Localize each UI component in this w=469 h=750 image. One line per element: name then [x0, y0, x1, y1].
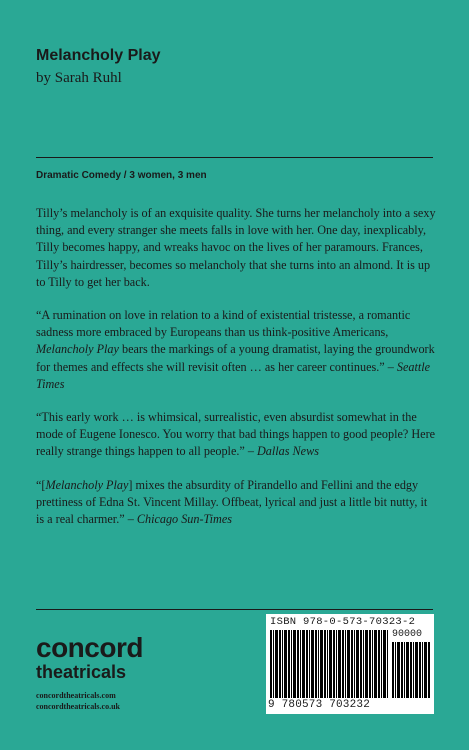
addon-barcode-bars	[392, 642, 430, 698]
barcode-bar	[392, 642, 394, 698]
barcode-digits: 9 780573 703232	[268, 699, 371, 711]
quote-title-italic: Melancholy Play	[36, 342, 119, 357]
barcode-bar	[309, 630, 310, 698]
barcode-bar	[318, 630, 319, 698]
barcode-bar	[347, 630, 350, 698]
barcode-bar	[378, 630, 380, 698]
barcode-bar	[297, 630, 299, 698]
barcode-bar	[428, 642, 430, 698]
quote-text: bears the markings of a young dramatist, laying the groundwork for themes and effects she will revisit often … as her career continues.” –	[36, 342, 435, 374]
quote-text: “This early work … is whimsical, surrealistic, even absurdist somewhat in the mode of Eugene Ionesco. You worry that bad things happen to good people? Here really strange things happen to all people.” –	[36, 410, 436, 459]
barcode-bar	[338, 630, 341, 698]
barcode-bar	[354, 630, 355, 698]
barcode-bar	[311, 630, 314, 698]
barcode-bar	[324, 630, 326, 698]
barcode-bar	[372, 630, 373, 698]
barcode-bar	[381, 630, 382, 698]
barcode-bar	[336, 630, 337, 698]
quote-chicago	[36, 477, 436, 529]
barcode-bar	[333, 630, 335, 698]
barcode-bar	[270, 630, 272, 698]
barcode-bar	[300, 630, 301, 698]
barcode-bar	[288, 630, 290, 698]
barcode-bar	[422, 642, 423, 698]
logo-word-theatricals: theatricals	[36, 662, 127, 682]
barcode-bar	[365, 630, 368, 698]
barcode-bar	[306, 630, 308, 698]
barcode-bar	[387, 630, 388, 698]
quote-source: Seattle Times	[36, 359, 431, 391]
barcode-bar	[410, 642, 412, 698]
barcode-bar	[401, 642, 403, 698]
isbn-label: ISBN 978-0-573-70323-2	[270, 616, 416, 628]
barcode-bar	[302, 630, 305, 698]
barcode-bar	[397, 642, 400, 698]
barcode-bar	[291, 630, 292, 698]
barcode-bar	[413, 642, 414, 698]
barcode-bar	[419, 642, 421, 698]
quote-source: Dallas News	[257, 444, 319, 459]
quote-title-italic: Melancholy Play	[45, 477, 129, 492]
barcode-bar	[315, 630, 317, 698]
quote-dallas	[36, 409, 436, 461]
barcode-bar	[345, 630, 346, 698]
barcode-bar	[351, 630, 353, 698]
barcode-bar	[284, 630, 287, 698]
publisher-url: concordtheatricals.co.uk	[36, 702, 120, 711]
quote-text: ] mixes the absurdity of Pirandello and Fellini and the edgy prettiness of Edna St. Vincent Millay. Offbeat, lyrical and just a little bit nutty, it is a real charmer.” –	[36, 477, 428, 527]
quote-text: “A rumination on love in relation to a kind of existential tristesse, a romantic sadness more embraced by Europeans than us think-positive Americans,	[36, 308, 411, 340]
barcode-bar	[369, 630, 371, 698]
quote-source: Chicago Sun-Times	[136, 512, 232, 527]
quote-text: “[	[36, 477, 46, 492]
barcode-bar	[273, 630, 274, 698]
ean-barcode-bars	[270, 630, 388, 698]
publisher-urls	[36, 690, 120, 712]
publisher-logo	[36, 634, 143, 682]
genre-cast-line: Dramatic Comedy / 3 women, 3 men	[36, 170, 207, 181]
barcode-bar	[406, 642, 409, 698]
barcode-bar	[415, 642, 418, 698]
barcode-bar	[279, 630, 281, 698]
barcode-bar	[404, 642, 405, 698]
barcode-bar	[360, 630, 362, 698]
barcode-bar	[383, 630, 386, 698]
logo-word-concord: concord	[36, 632, 143, 663]
barcode-bar	[275, 630, 278, 698]
bottom-divider	[36, 609, 433, 610]
barcode-bar	[374, 630, 377, 698]
barcode-bar	[342, 630, 344, 698]
barcode-bar	[395, 642, 396, 698]
barcode-bar	[329, 630, 332, 698]
isbn-barcode	[266, 614, 434, 714]
book-title: Melancholy Play	[36, 47, 161, 64]
synopsis: Tilly’s melancholy is of an exquisite quality. She turns her melancholy into a sexy thing, and every stranger she meets falls in love with her. One day, inexplicably, Tilly becomes happy, and wreaks havoc on the lives of her paramours. Frances, Tilly’s hairdresser, becomes so melancholy that she turns into an almond. It is up to Tilly to get her back.	[36, 206, 436, 289]
barcode-bar	[356, 630, 359, 698]
publisher-url: concordtheatricals.com	[36, 691, 116, 700]
author-line: by Sarah Ruhl	[36, 70, 122, 86]
addon-price-code: 90000	[392, 629, 423, 640]
barcode-bar	[293, 630, 296, 698]
barcode-bar	[327, 630, 328, 698]
barcode-bar	[363, 630, 364, 698]
back-cover-text	[36, 205, 436, 544]
barcode-bar	[320, 630, 323, 698]
barcode-bar	[282, 630, 283, 698]
top-divider	[36, 157, 433, 158]
barcode-bar	[424, 642, 427, 698]
quote-seattle	[36, 307, 436, 393]
